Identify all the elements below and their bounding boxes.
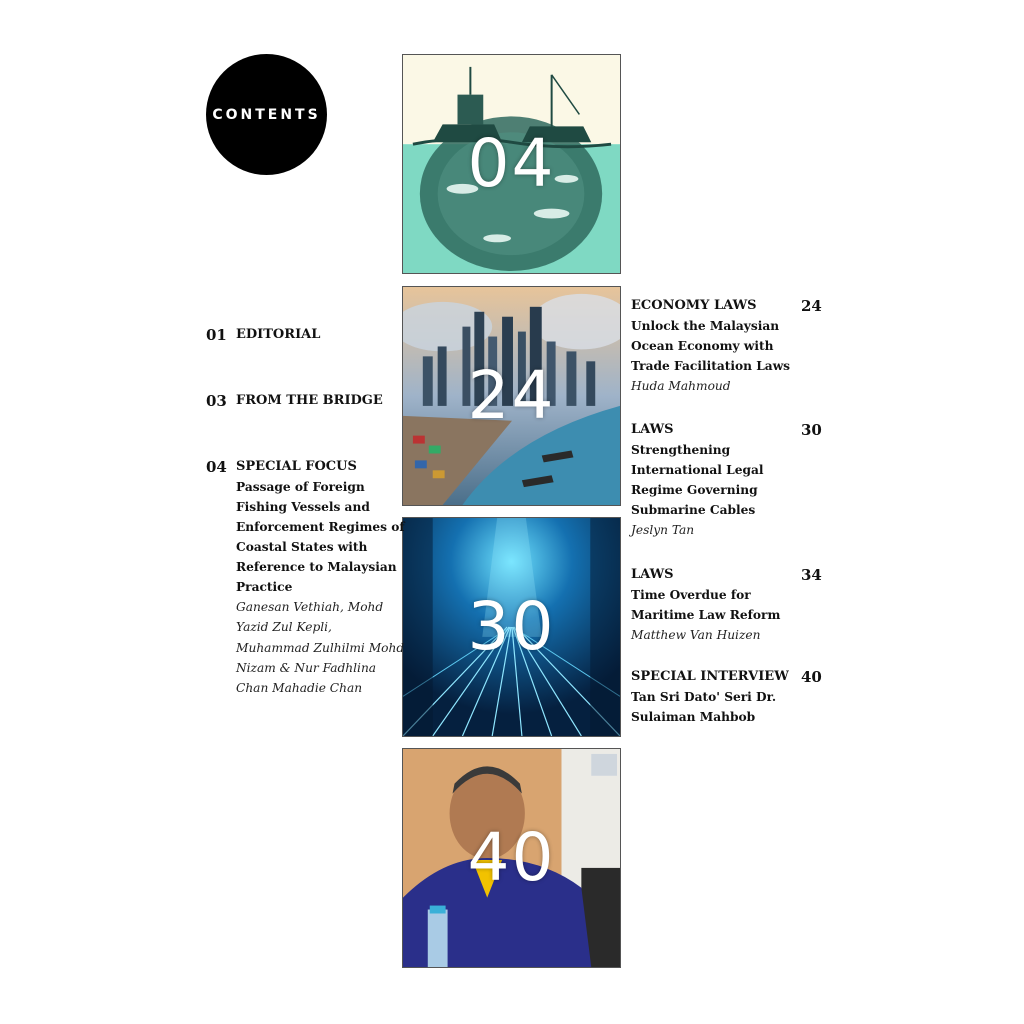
title-line: Time Overdue for	[631, 588, 751, 602]
section-label: LAWS	[631, 567, 674, 582]
title-line: International Legal	[631, 463, 764, 477]
page-number: 40	[801, 668, 822, 686]
title-line: Ocean Economy with	[631, 339, 774, 353]
title-line: Submarine Cables	[631, 503, 756, 517]
title-line: Strengthening	[631, 443, 731, 457]
title-line: Regime Governing	[631, 483, 758, 497]
section-label: SPECIAL INTERVIEW	[631, 669, 789, 684]
article-title	[236, 477, 405, 597]
title-line: Maritime Law Reform	[631, 608, 781, 622]
author-line: Yazid Zul Kepli,	[236, 620, 332, 635]
article-title	[631, 440, 764, 520]
tile-number: 24	[467, 357, 556, 434]
page-number: 24	[801, 297, 822, 315]
author-line: Ganesan Vethiah, Mohd	[236, 600, 384, 614]
title-line: Enforcement Regimes of	[236, 520, 405, 534]
page-number: 04	[206, 458, 227, 476]
page-number: 01	[206, 326, 227, 344]
toc-entry-special-focus[interactable]	[206, 457, 405, 698]
author-line: Muhammad Zulhilmi Mohd	[236, 640, 405, 655]
page-number: 03	[206, 392, 227, 410]
toc-entry-economy-laws[interactable]	[631, 296, 822, 396]
article-title	[631, 687, 789, 727]
title-line: Passage of Foreign	[236, 480, 365, 494]
article-authors	[631, 520, 764, 540]
tile-24[interactable]	[402, 286, 621, 506]
author-line: Jeslyn Tan	[631, 523, 695, 537]
author-line: Matthew Van Huizen	[631, 628, 761, 642]
tile-30[interactable]	[402, 517, 621, 737]
title-line: Trade Facilitation Laws	[631, 359, 791, 373]
article-authors	[631, 376, 790, 396]
title-line: Tan Sri Dato' Seri Dr.	[631, 690, 777, 704]
contents-label: CONTENTS	[212, 106, 321, 123]
page-number: 34	[801, 566, 822, 584]
contents-badge	[206, 54, 327, 175]
article-title	[631, 316, 790, 376]
author-line: Huda Mahmoud	[631, 379, 731, 393]
tile-number: 40	[467, 819, 556, 896]
title-line: Unlock the Malaysian	[631, 319, 780, 333]
section-label: SPECIAL FOCUS	[236, 459, 357, 474]
tile-number: 04	[467, 125, 556, 202]
article-authors	[631, 625, 780, 645]
tile-40[interactable]	[402, 748, 621, 968]
toc-entry-laws-reform[interactable]	[631, 565, 822, 645]
author-line: Chan Mahadie Chan	[236, 681, 363, 696]
article-title	[631, 585, 780, 625]
tile-04[interactable]	[402, 54, 621, 274]
page-number: 30	[801, 421, 822, 439]
title-line: Fishing Vessels and	[236, 500, 370, 514]
section-label: EDITORIAL	[236, 327, 321, 342]
title-line: Practice	[236, 580, 293, 594]
tile-number: 30	[467, 588, 556, 665]
toc-entry-laws-cables[interactable]	[631, 420, 822, 540]
title-line: Sulaiman Mahbob	[631, 710, 756, 724]
section-label: LAWS	[631, 422, 674, 437]
author-line: Nizam & Nur Fadhlina	[236, 660, 377, 675]
section-label: ECONOMY LAWS	[631, 298, 757, 313]
toc-entry-special-interview[interactable]	[631, 667, 822, 727]
article-authors	[236, 597, 405, 698]
title-line: Reference to Malaysian	[236, 560, 397, 574]
toc-entry-from-the-bridge[interactable]	[206, 391, 383, 411]
section-label: FROM THE BRIDGE	[236, 393, 383, 408]
title-line: Coastal States with	[236, 540, 368, 554]
toc-entry-editorial[interactable]	[206, 325, 321, 345]
